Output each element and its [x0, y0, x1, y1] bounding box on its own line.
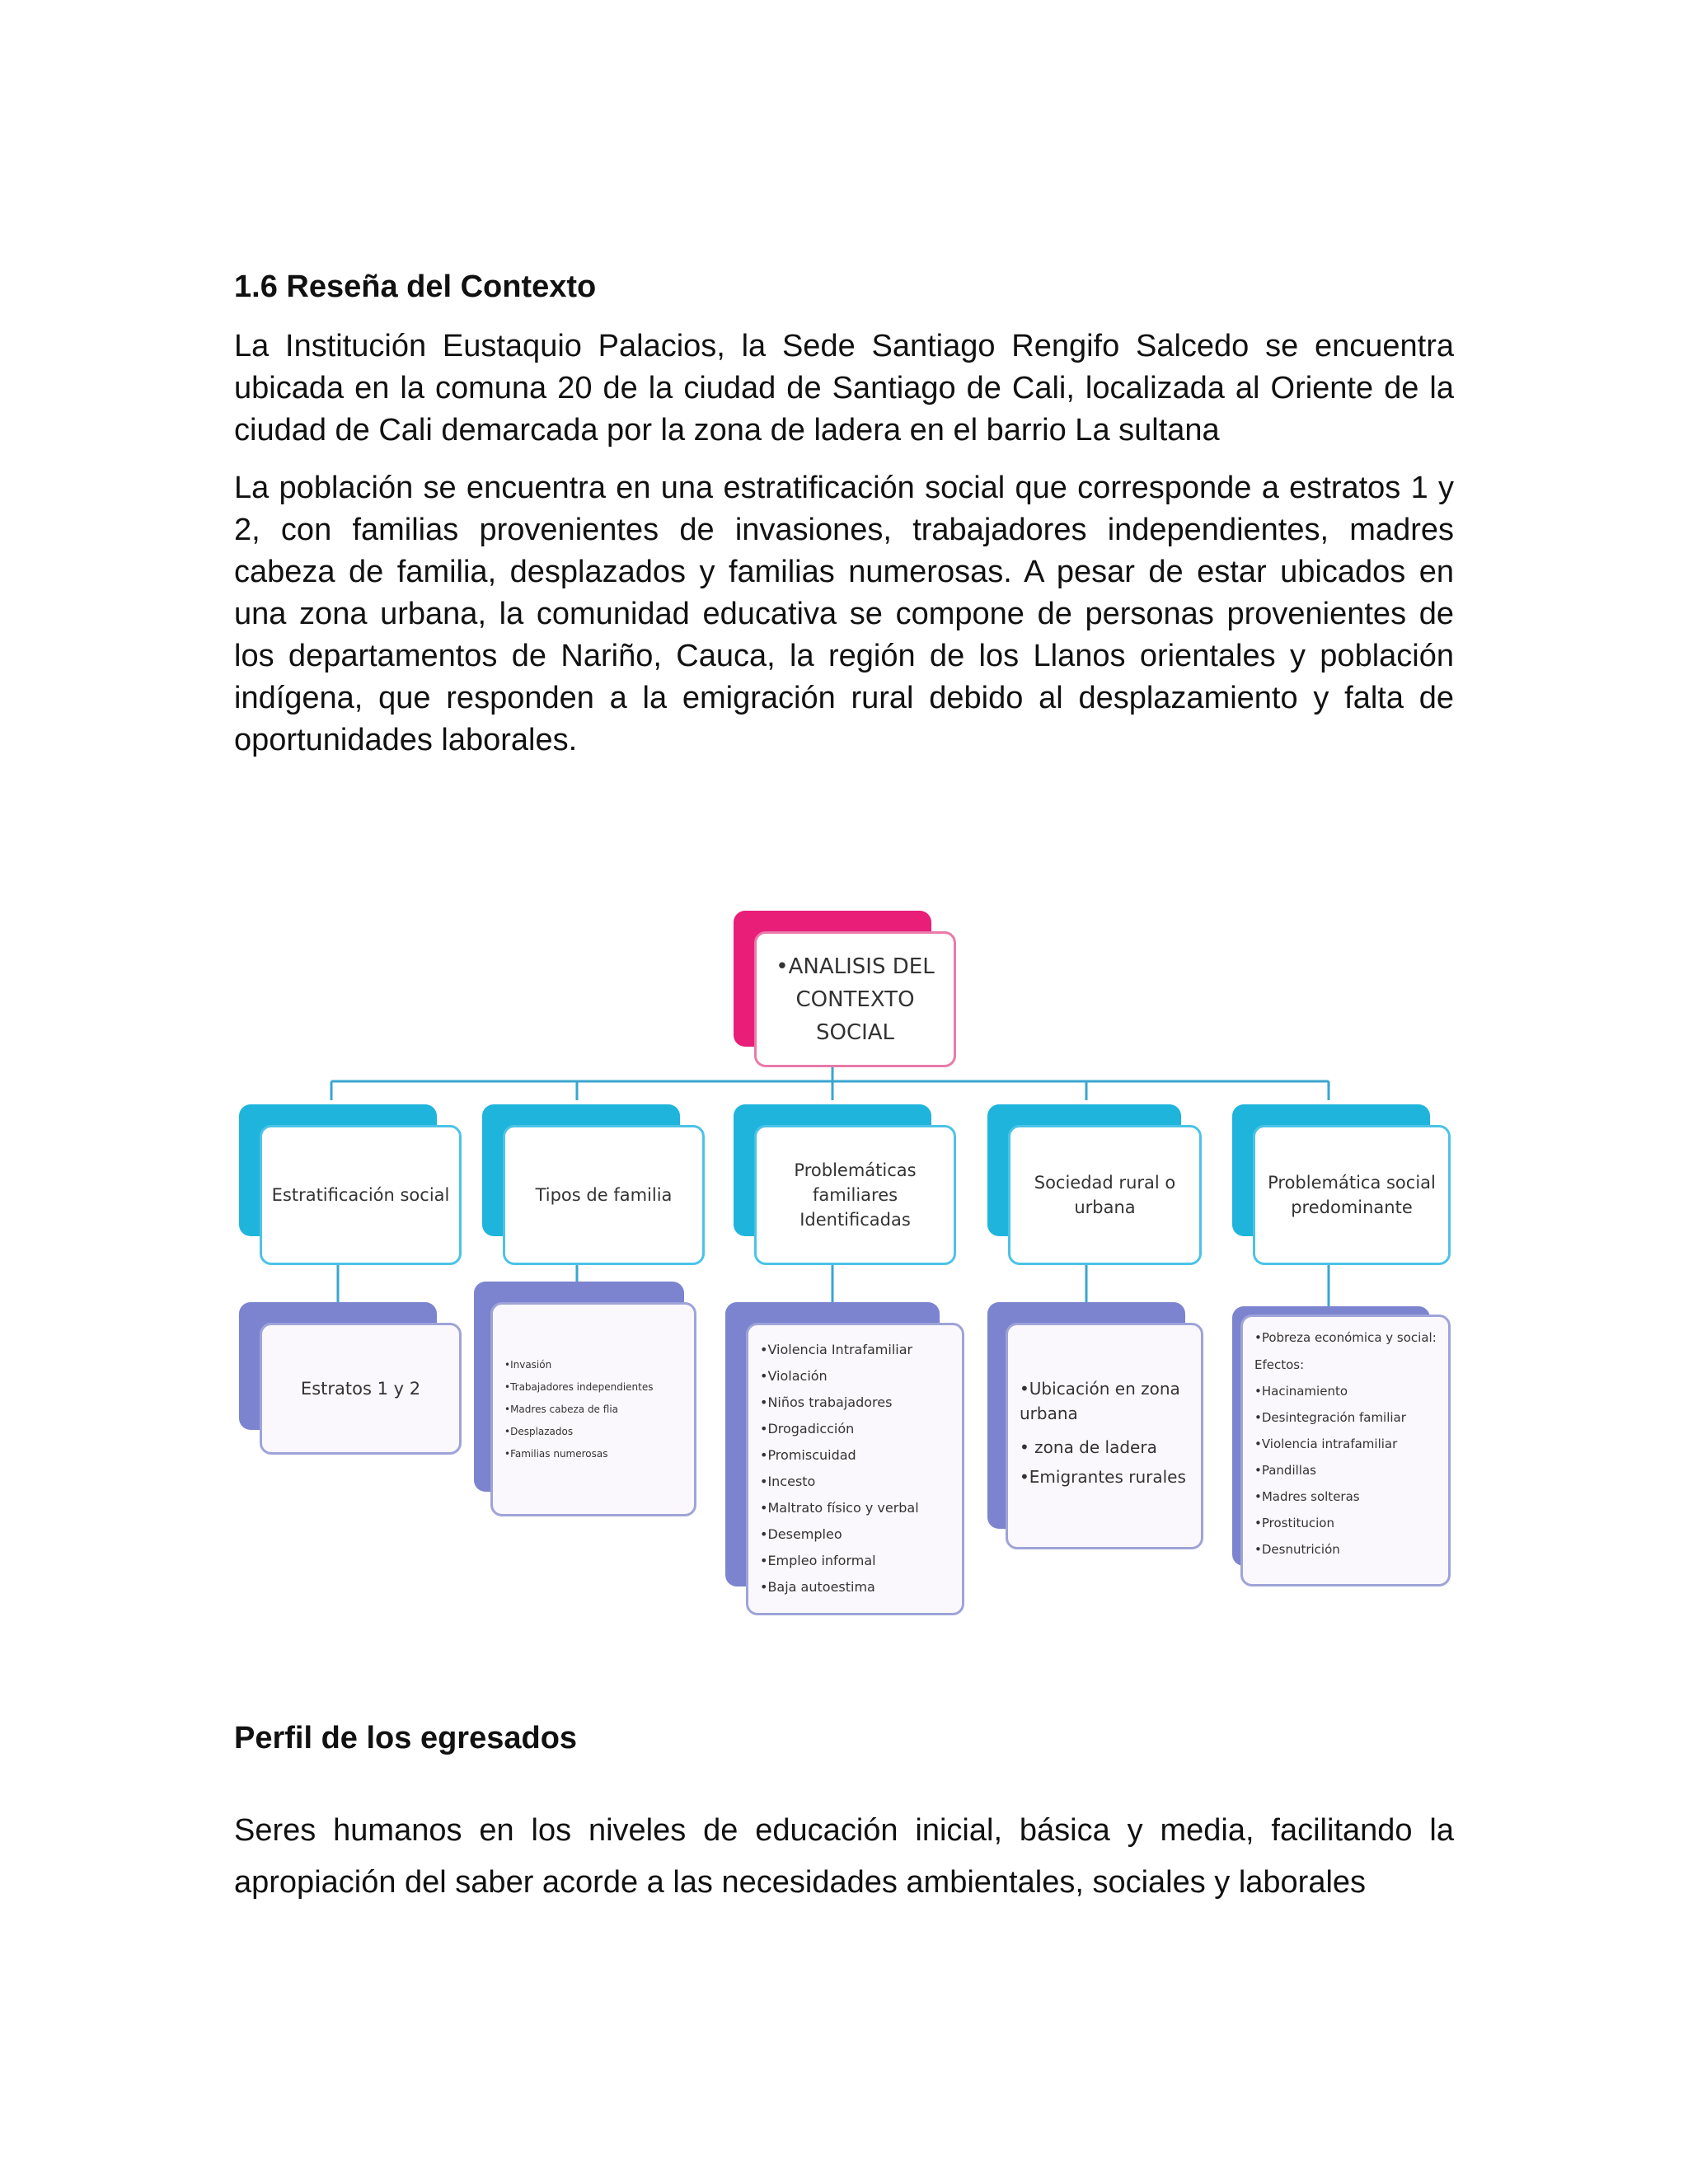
list-item: •Familias numerosas — [504, 1448, 608, 1460]
list-item: • zona de ladera — [1020, 1437, 1157, 1457]
list-item: •Incesto — [760, 1474, 816, 1489]
list-item: •Invasión — [504, 1359, 552, 1371]
context-paragraph-2: La población se encuentra en una estratificación social que corresponde a estratos 1 y 2, con familias provenientes de invasiones, trabajadores independientes, madres cabeza de familia, desplazados y familias numerosas. A pesar de estar ubicados en una zona urbana, la comunidad educativa se compone de personas provenientes de los departamentos de Nariño, Cauca, la región de los Llanos orientales y población indígena, que responden a la emigración rural debido al desplazamiento y falta de oportunidades laborales. — [234, 471, 1454, 757]
list-item: •Desintegración familiar — [1254, 1410, 1406, 1425]
root-node — [734, 911, 956, 1067]
list-item: •Madres solteras — [1254, 1489, 1360, 1504]
list-item: Efectos: — [1254, 1357, 1305, 1372]
list-item: •Ubicación en zona urbana — [1020, 1379, 1180, 1423]
list-item: •Emigrantes rurales — [1020, 1467, 1186, 1487]
list-item: •Violencia Intrafamiliar — [760, 1342, 913, 1357]
detail-tipos-familia — [474, 1282, 696, 1516]
list-item: •Pandillas — [1254, 1463, 1316, 1478]
perfil-paragraph: Seres humanos en los niveles de educación inicial, básica y media, facilitando la apropiación del saber acorde a las necesidades ambientales, sociales y laborales — [234, 1813, 1454, 1900]
list-item: •Prostitucion — [1254, 1516, 1334, 1530]
sociedad-list — [1020, 1376, 1189, 1492]
list-item: •Pobreza económica y social: — [1254, 1330, 1437, 1345]
category-predominante — [1232, 1104, 1451, 1265]
tipos-familia-list — [504, 1354, 654, 1465]
list-item: •Trabajadores independientes — [504, 1381, 654, 1393]
category-label: Problemáticas familiares Identificadas — [754, 1125, 956, 1265]
list-item: •Desempleo — [760, 1526, 842, 1542]
list-item: •Niños trabajadores — [760, 1394, 893, 1410]
detail-estratos — [239, 1302, 462, 1455]
category-tipos-familia — [482, 1104, 705, 1265]
category-label: Tipos de familia — [503, 1125, 705, 1265]
detail-predominante — [1232, 1306, 1455, 1586]
section-heading-perfil: Perfil de los egresados — [234, 1721, 578, 1755]
context-analysis-diagram — [231, 898, 1467, 1624]
category-estratificacion — [239, 1104, 462, 1265]
list-item: •Hacinamiento — [1254, 1384, 1348, 1399]
section-heading-context: 1.6 Reseña del Contexto — [234, 269, 597, 304]
category-label: Problemática social predominante — [1253, 1125, 1451, 1265]
category-label: Estratificación social — [260, 1125, 462, 1265]
list-item: •Desplazados — [504, 1426, 574, 1437]
list-item: •Baja autoestima — [760, 1579, 875, 1595]
list-item: •Empleo informal — [760, 1553, 876, 1568]
list-item: •Promiscuidad — [760, 1447, 856, 1463]
category-label: Sociedad rural o urbana — [1008, 1125, 1202, 1265]
list-item: •Desnutrición — [1254, 1542, 1340, 1557]
list-item: •Violencia intrafamiliar — [1254, 1436, 1398, 1451]
category-problematicas — [734, 1104, 956, 1265]
detail-estratos-label: Estratos 1 y 2 — [260, 1323, 462, 1455]
list-item: •Madres cabeza de flia — [504, 1404, 618, 1415]
problematicas-list — [760, 1337, 919, 1601]
list-item: •Violación — [760, 1368, 828, 1384]
category-sociedad — [987, 1104, 1202, 1265]
list-item: •Drogadicción — [760, 1421, 855, 1436]
detail-sociedad — [987, 1302, 1203, 1549]
detail-problematicas — [725, 1302, 964, 1619]
root-node-label: •ANALISIS DEL CONTEXTO SOCIAL — [754, 931, 956, 1067]
predominante-list — [1254, 1329, 1437, 1563]
context-paragraph-1: La Institución Eustaquio Palacios, la Sede Santiago Rengifo Salcedo se encuentra ubicada en la comuna 20 de la ciudad de Santiago de Cali, localizada al Oriente de la ciudad de Cali demarcada por la zona de ladera en el barrio La sultana — [234, 329, 1454, 448]
list-item: •Maltrato físico y verbal — [760, 1500, 919, 1516]
